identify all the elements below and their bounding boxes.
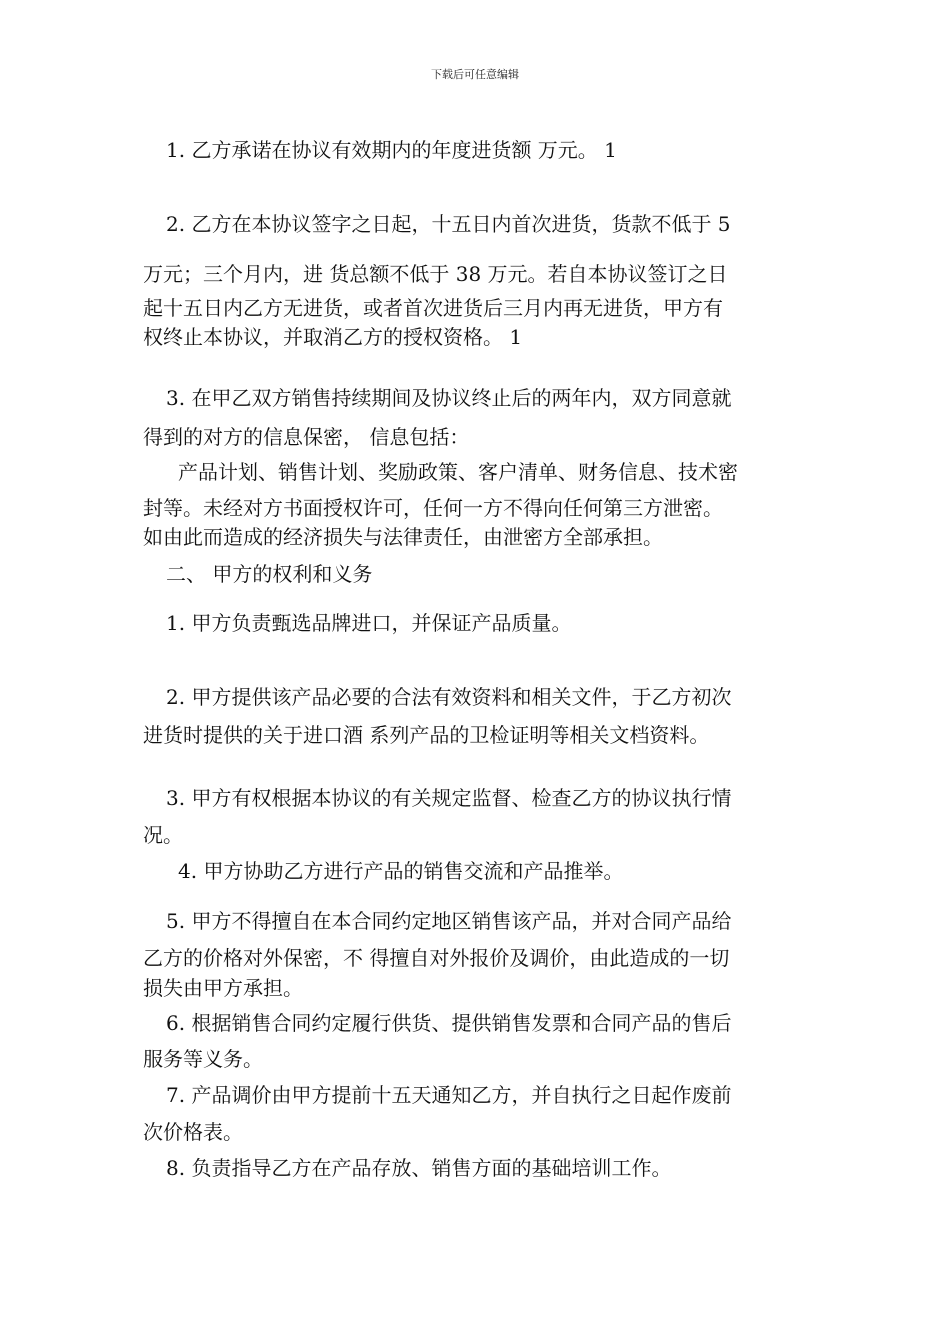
party-a-clause-8-line: 8. 负责指导乙方在产品存放、销售方面的基础培训工作。 <box>166 1156 672 1180</box>
clause-1-line: 1. 乙方承诺在协议有效期内的年度进货额 万元。 1 <box>166 138 617 162</box>
clause-2-line-1: 2. 乙方在本协议签字之日起，十五日内首次进货，货款不低于 5 <box>166 212 731 236</box>
clause-2-line-3: 起十五日内乙方无进货，或者首次进货后三月内再无进货，甲方有 <box>143 296 723 320</box>
clause-3-line-3: 产品计划、销售计划、奖励政策、客户清单、财务信息、技术密 <box>178 460 738 484</box>
clause-2-line-4: 权终止本协议，并取消乙方的授权资格。 1 <box>143 325 523 349</box>
party-a-clause-6-line-2: 服务等义务。 <box>143 1047 263 1071</box>
clause-3-line-5: 如由此而造成的经济损失与法律责任，由泄密方全部承担。 <box>143 525 663 549</box>
party-a-clause-7-line-1: 7. 产品调价由甲方提前十五天通知乙方，并自执行之日起作废前 <box>166 1083 732 1107</box>
section-heading: 二、 甲方的权利和义务 <box>166 562 373 586</box>
party-a-clause-1-line: 1. 甲方负责甄选品牌进口，并保证产品质量。 <box>166 611 572 635</box>
party-a-clause-3-line-1: 3. 甲方有权根据本协议的有关规定监督、检查乙方的协议执行情 <box>166 786 732 810</box>
party-a-clause-5-line-1: 5. 甲方不得擅自在本合同约定地区销售该产品，并对合同产品给 <box>166 909 732 933</box>
party-a-clause-2-line-1: 2. 甲方提供该产品必要的合法有效资料和相关文件，于乙方初次 <box>166 685 732 709</box>
clause-2-line-2: 万元；三个月内，进 货总额不低于 38 万元。若自本协议签订之日 <box>143 262 728 286</box>
party-a-clause-2-line-2: 进货时提供的关于进口酒 系列产品的卫检证明等相关文档资料。 <box>143 723 710 747</box>
party-a-clause-5-line-2: 乙方的价格对外保密，不 得擅自对外报价及调价，由此造成的一切 <box>143 946 730 970</box>
party-a-clause-6-line-1: 6. 根据销售合同约定履行供货、提供销售发票和合同产品的售后 <box>166 1011 732 1035</box>
party-a-clause-5-line-3: 损失由甲方承担。 <box>143 976 303 1000</box>
clause-3-line-4: 封等。未经对方书面授权许可，任何一方不得向任何第三方泄密。 <box>143 496 723 520</box>
clause-3-line-1: 3. 在甲乙双方销售持续期间及协议终止后的两年内，双方同意就 <box>166 386 732 410</box>
party-a-clause-7-line-2: 次价格表。 <box>143 1120 243 1144</box>
party-a-clause-4-line: 4. 甲方协助乙方进行产品的销售交流和产品推举。 <box>178 859 624 883</box>
clause-3-line-2: 得到的对方的信息保密， 信息包括： <box>143 425 470 449</box>
page-header: 下载后可任意编辑 <box>431 68 519 81</box>
party-a-clause-3-line-2: 况。 <box>143 823 183 847</box>
